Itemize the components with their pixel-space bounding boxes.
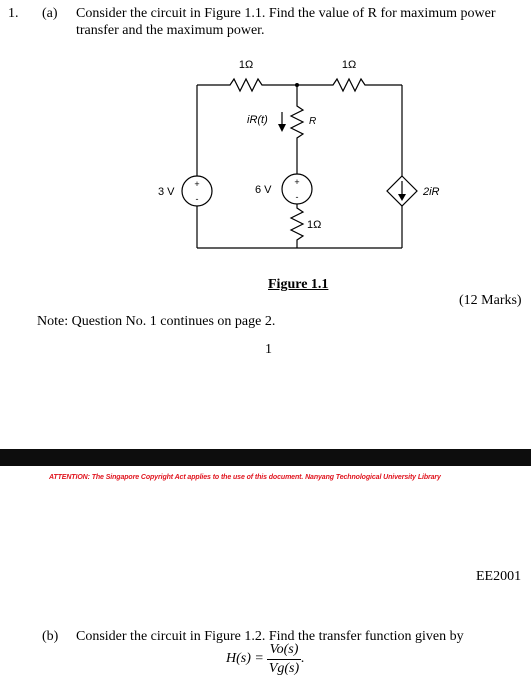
label-v-source-mid: 6 V: [255, 184, 272, 196]
part-b-label: (b): [42, 629, 59, 644]
page-number: 1: [265, 342, 272, 357]
copyright-notice: ATTENTION: The Singapore Copyright Act applies to the use of this document. Nanyang Technological University Library: [49, 474, 441, 481]
part-a-text-line1: Consider the circuit in Figure 1.1. Find the value of R for maximum power: [76, 6, 496, 21]
continuation-note: Note: Question No. 1 continues on page 2.: [37, 314, 276, 329]
part-a-label: (a): [42, 6, 58, 21]
part-b-text: Consider the circuit in Figure 1.2. Find the transfer function given by: [76, 629, 464, 644]
equation-lhs: H(s) =: [226, 651, 264, 666]
junction-node: [295, 83, 299, 87]
label-dependent-source: 2iR: [423, 186, 440, 198]
part-a-text-line2: transfer and the maximum power.: [76, 23, 265, 38]
label-v-source-left: 3 V: [158, 186, 175, 198]
equation-numerator: Vo(s): [267, 642, 301, 660]
equation-trailing: .: [301, 651, 305, 666]
resistor-top-right: [297, 79, 402, 91]
label-current: iR(t): [247, 114, 268, 126]
label-r-bottom: 1Ω: [307, 219, 322, 231]
plus-mid: +: [294, 177, 300, 187]
page-break-bar: [0, 449, 531, 466]
minus-left: -: [195, 194, 199, 204]
label-r-top-left: 1Ω: [238, 59, 254, 71]
circuit-diagram: [150, 48, 450, 263]
course-code: EE2001: [476, 569, 522, 584]
resistor-bottom: [291, 204, 303, 248]
equation-denominator: Vg(s): [268, 660, 300, 676]
label-variable-r: R: [309, 116, 317, 127]
label-r-top-right: 1Ω: [341, 59, 357, 71]
resistor-top-left: [197, 79, 297, 91]
marks: (12 Marks): [459, 293, 522, 308]
minus-mid: -: [295, 192, 299, 202]
resistor-variable-R: [291, 85, 303, 174]
question-number: 1.: [8, 6, 19, 21]
plus-left: +: [194, 179, 200, 189]
transfer-function-equation: [226, 640, 305, 678]
figure-caption: Figure 1.1: [268, 277, 329, 292]
